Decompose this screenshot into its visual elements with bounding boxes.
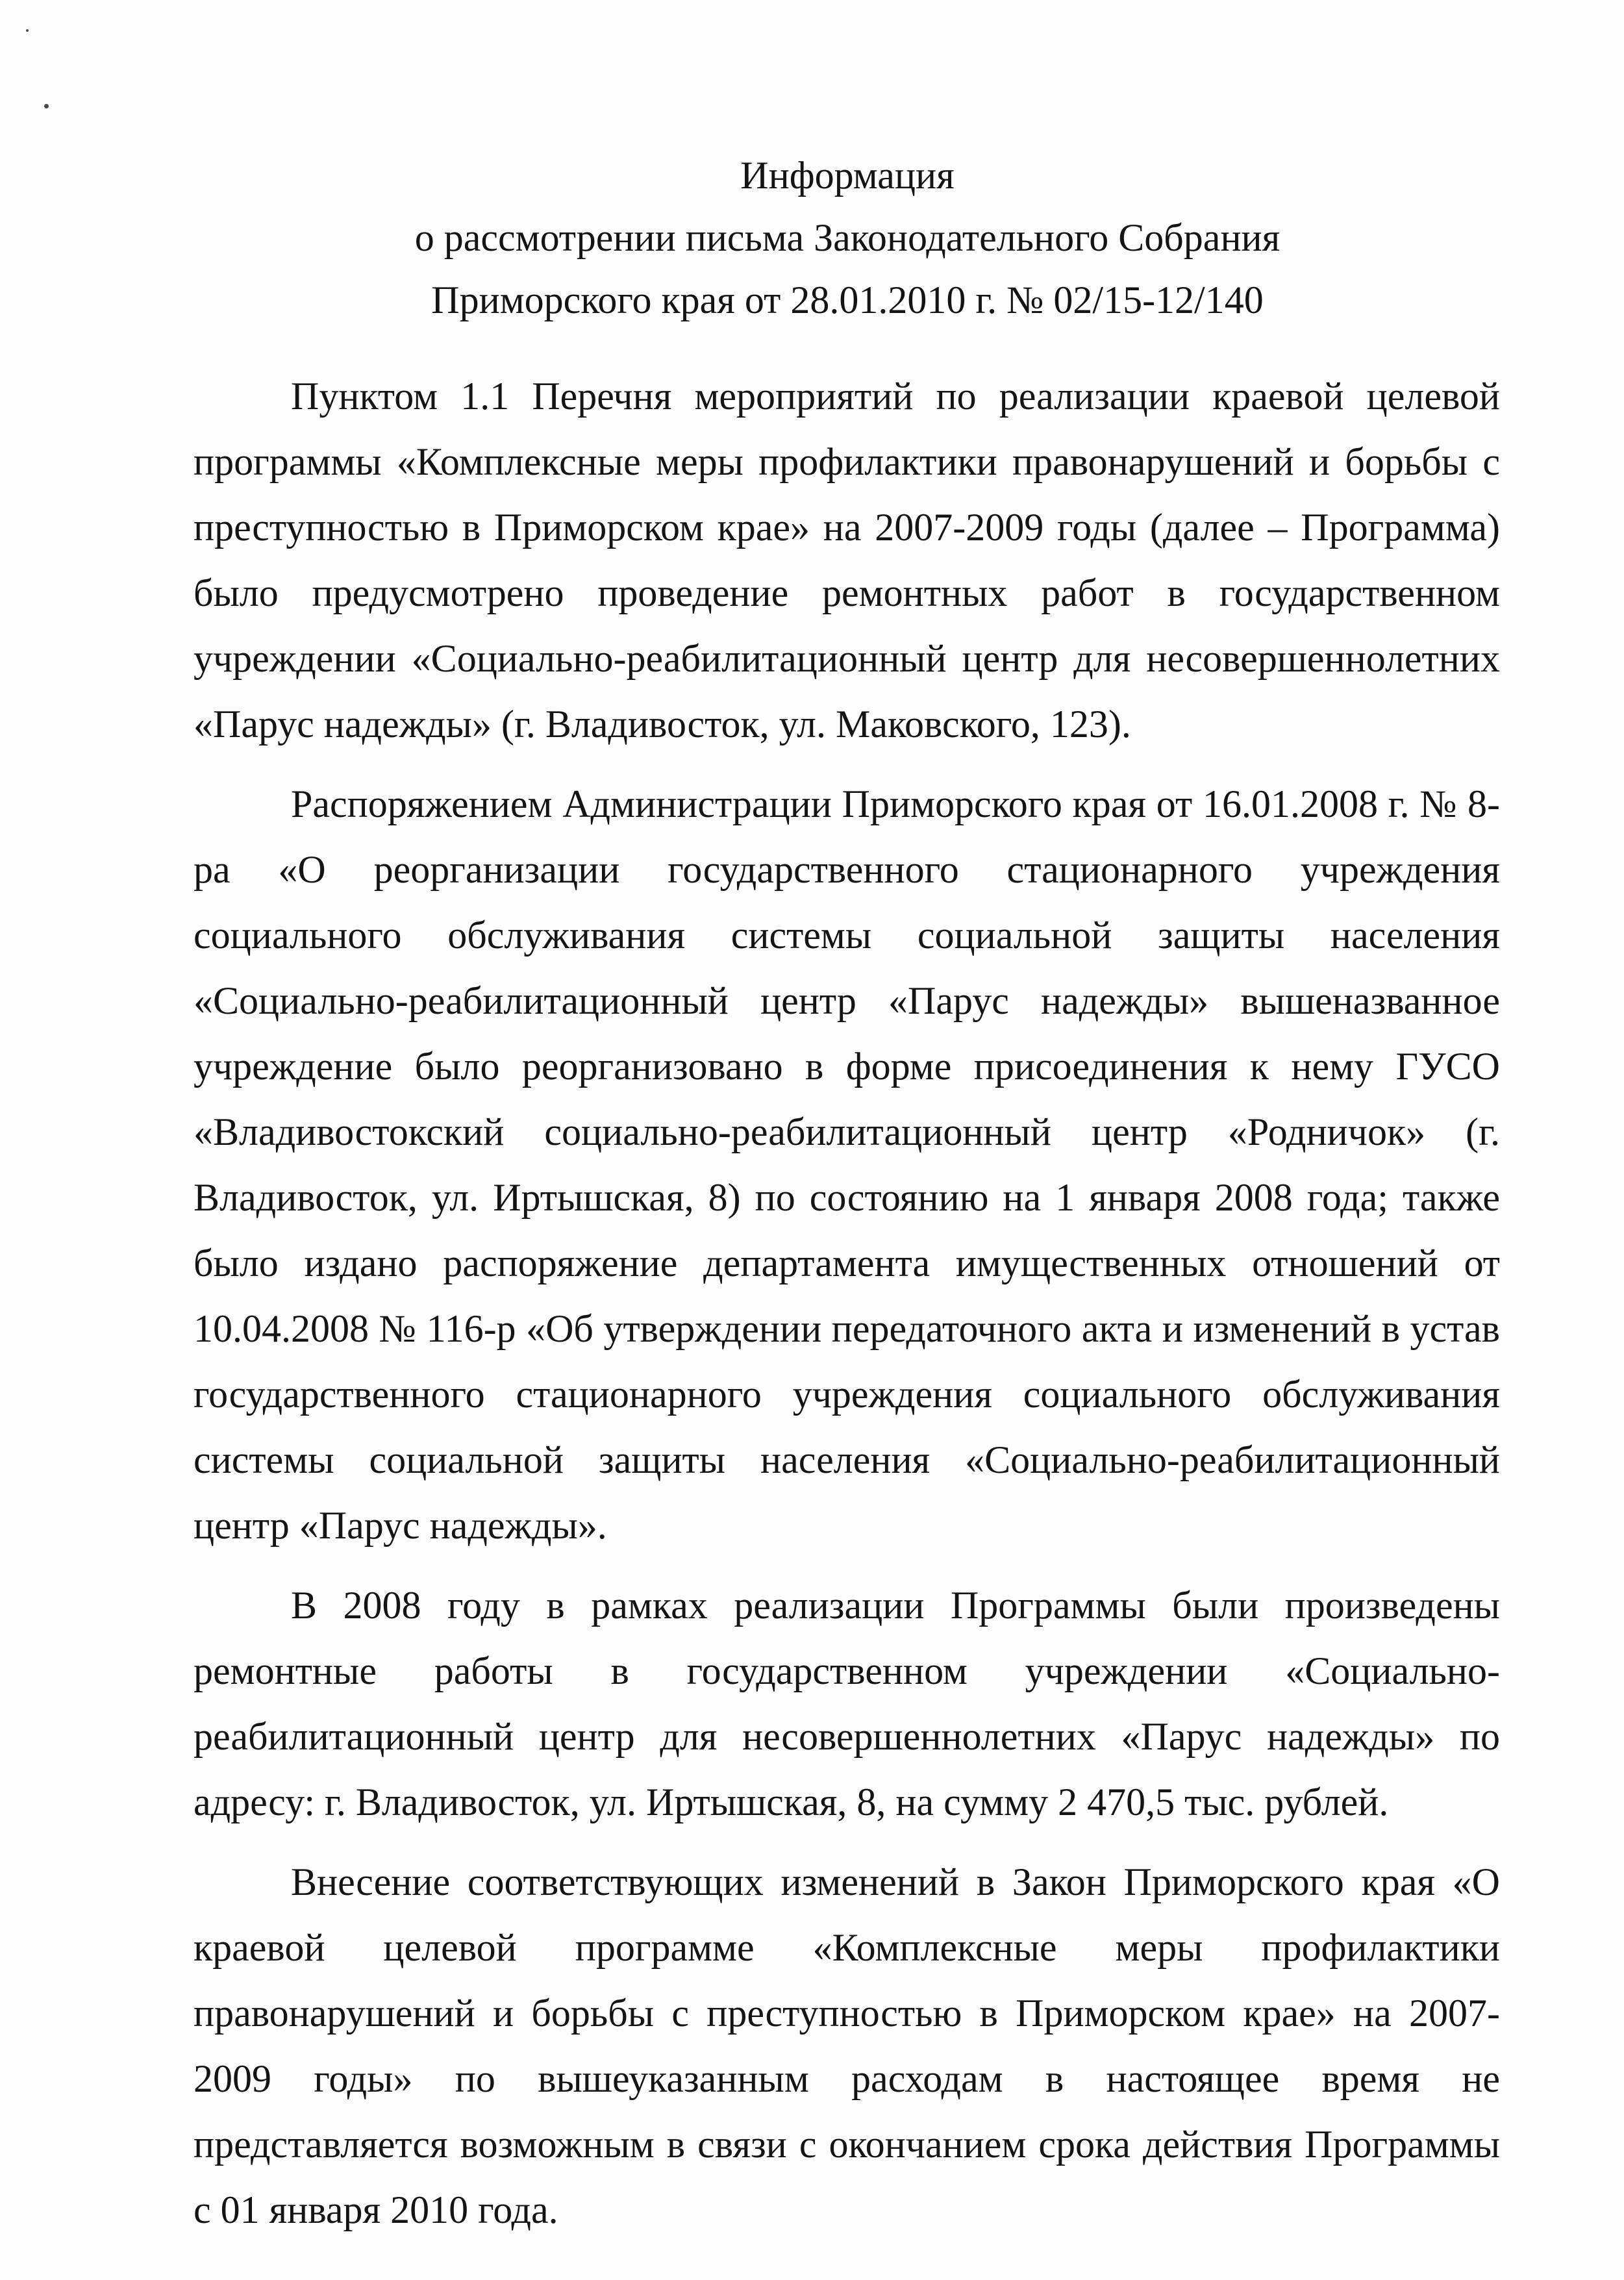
paragraph-reorganization-order: Распоряжением Администрации Приморского края от 16.01.2008 г. № 8-ра «О реорганизации государственного стационарного учреждения социального обслуживания системы социальной защиты населения «Социально-реабилитационный центр «Парус надежды» вышеназванное учреждение было реорганизовано в форме присоединения к нему ГУСО «Владивостокский социально-реабилитационный центр «Родничок» (г. Владивосток, ул. Иртышская, 8) по состоянию на 1 января 2008 года; также было издано распоряжение департамента имущественных отношений от 10.04.2008 № 116-р «Об утверждении передаточного акта и изменений в устав государственного стационарного учреждения социального обслуживания системы социальной защиты населения «Социально-реабилитационный центр «Парус надежды». bbox=[194, 783, 1500, 1547]
scan-speck bbox=[44, 104, 49, 108]
heading-subject: о рассмотрении письма Законодательного Собрания bbox=[414, 216, 1280, 259]
paragraph-program-item: Пунктом 1.1 Перечня мероприятий по реализации краевой целевой программы «Комплексные меры профилактики правонарушений и борьбы с преступностью в Приморском крае» на 2007-2009 годы (далее – Программа) было предусмотрено проведение ремонтных работ в государственном учреждении «Социально-реабилитационный центр для несовершеннолетних «Парус надежды» (г. Владивосток, ул. Маковского, 123). bbox=[194, 375, 1500, 745]
paragraph-repair-works-2008: В 2008 году в рамках реализации Программы были произведены ремонтные работы в государственном учреждении «Социально-реабилитационный центр для несовершеннолетних «Парус надежды» по адресу: г. Владивосток, ул. Иртышская, 8, на сумму 2 470,5 тыс. рублей. bbox=[194, 1584, 1500, 1823]
scan-speck bbox=[26, 29, 29, 32]
heading-title: Информация bbox=[740, 154, 955, 197]
paragraph-conclusion: Внесение соответствующих изменений в Закон Приморского края «О краевой целевой программе «Комплексные меры профилактики правонарушений и борьбы с преступностью в Приморском крае» на 2007-2009 годы» по вышеуказанным расходам в настоящее время не представляется возможным в связи с окончанием срока действия Программы с 01 января 2010 года. bbox=[194, 1860, 1500, 2231]
heading-reference: Приморского края от 28.01.2010 г. № 02/15-12/140 bbox=[431, 279, 1264, 321]
document-body bbox=[194, 364, 1500, 2257]
document-heading bbox=[325, 144, 1370, 331]
